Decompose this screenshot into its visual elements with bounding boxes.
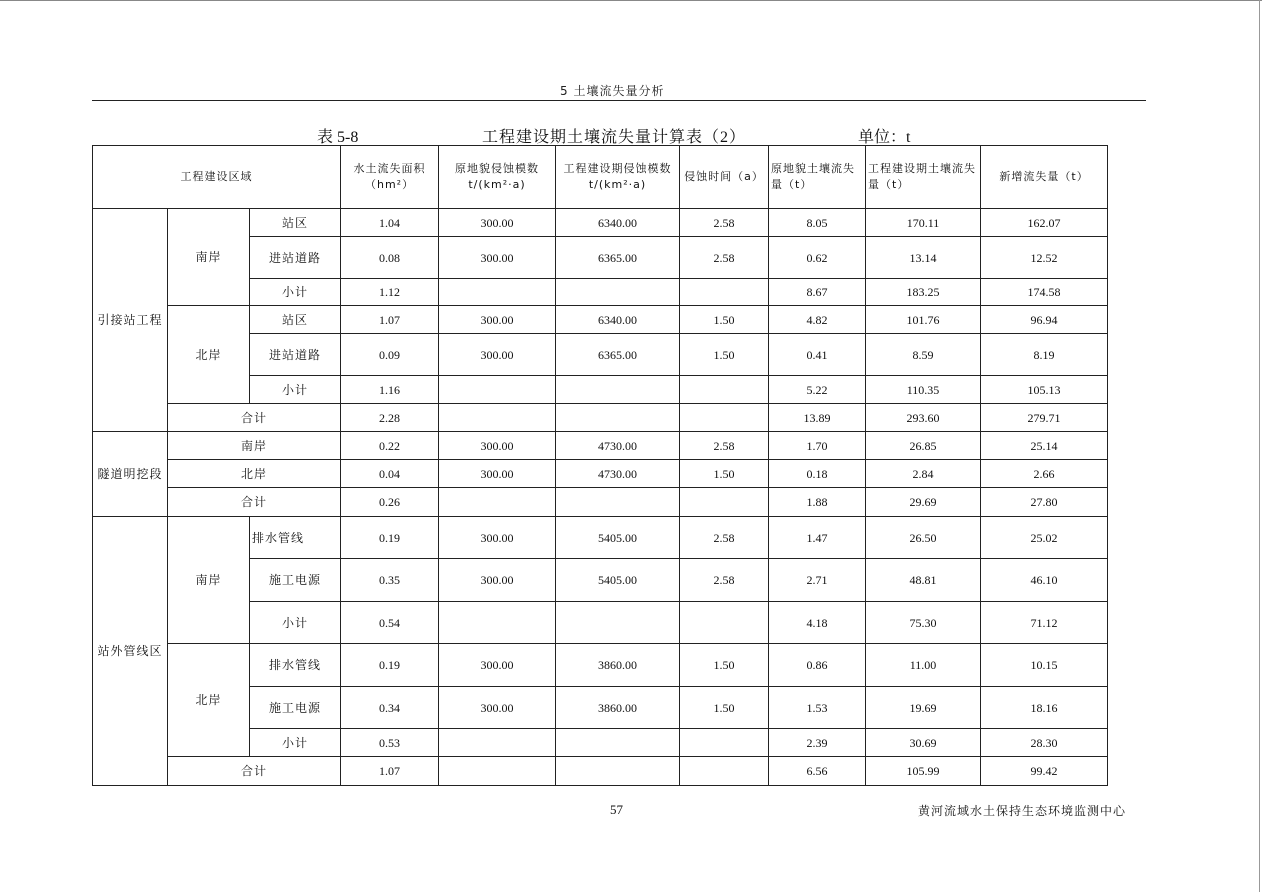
cell-time: 1.50	[680, 334, 769, 376]
cell-area: 0.19	[341, 644, 439, 687]
page-frame-right	[1259, 0, 1260, 892]
cell-area: 0.53	[341, 729, 439, 757]
cell-orig-loss: 4.18	[769, 602, 866, 644]
cell-time: 2.58	[680, 559, 769, 602]
cell-new-loss: 96.94	[981, 306, 1108, 334]
group-label: 站外管线区	[93, 517, 168, 786]
cell-time: 2.58	[680, 517, 769, 559]
cell-time: 2.58	[680, 432, 769, 460]
cell-cons-modulus: 6340.00	[556, 209, 680, 237]
cell-orig-loss: 0.41	[769, 334, 866, 376]
bank-label: 北岸	[168, 460, 341, 488]
table-row	[93, 209, 1108, 237]
cell-cons-loss: 8.59	[866, 334, 981, 376]
cell-orig-loss: 8.67	[769, 279, 866, 306]
cell-time: 1.50	[680, 644, 769, 687]
cell-new-loss: 28.30	[981, 729, 1108, 757]
cell-cons-loss: 30.69	[866, 729, 981, 757]
cell-area: 2.28	[341, 404, 439, 432]
cell-area: 0.09	[341, 334, 439, 376]
organization-footer: 黄河流域水土保持生态环境监测中心	[918, 804, 1127, 818]
cell-orig-loss: 6.56	[769, 757, 866, 786]
cell-area: 0.19	[341, 517, 439, 559]
cell-cons-modulus: 4730.00	[556, 460, 680, 488]
cell-time	[680, 376, 769, 404]
table-row	[93, 432, 1108, 460]
cell-area: 0.22	[341, 432, 439, 460]
cell-time: 1.50	[680, 460, 769, 488]
cell-time: 1.50	[680, 306, 769, 334]
cell-new-loss: 27.80	[981, 488, 1108, 517]
cell-orig-modulus	[439, 602, 556, 644]
cell-area: 1.07	[341, 757, 439, 786]
cell-new-loss: 25.14	[981, 432, 1108, 460]
header-cons-loss: 工程建设期土壤流失量（t）	[866, 146, 981, 209]
cell-new-loss: 2.66	[981, 460, 1108, 488]
cell-new-loss: 8.19	[981, 334, 1108, 376]
table-row	[93, 306, 1108, 334]
table-row	[93, 404, 1108, 432]
item-label: 小计	[250, 279, 341, 306]
cell-area: 0.08	[341, 237, 439, 279]
cell-new-loss: 18.16	[981, 687, 1108, 729]
cell-cons-modulus	[556, 279, 680, 306]
cell-orig-modulus	[439, 404, 556, 432]
cell-cons-modulus: 6365.00	[556, 237, 680, 279]
cell-cons-loss: 48.81	[866, 559, 981, 602]
total-label: 合计	[168, 404, 341, 432]
bank-label: 北岸	[168, 306, 250, 404]
cell-new-loss: 279.71	[981, 404, 1108, 432]
cell-orig-modulus: 300.00	[439, 237, 556, 279]
total-label: 合计	[168, 488, 341, 517]
header-orig-modulus: 原地貌侵蚀模数 t/(km²·a)	[439, 146, 556, 209]
cell-orig-loss: 1.53	[769, 687, 866, 729]
cell-orig-modulus: 300.00	[439, 460, 556, 488]
cell-orig-loss: 1.47	[769, 517, 866, 559]
table-row	[93, 517, 1108, 559]
cell-new-loss: 12.52	[981, 237, 1108, 279]
table-row	[93, 460, 1108, 488]
total-label: 合计	[168, 757, 341, 786]
item-label: 小计	[250, 376, 341, 404]
cell-orig-modulus: 300.00	[439, 432, 556, 460]
item-label: 施工电源	[250, 687, 341, 729]
table-unit: 单位：t	[858, 129, 911, 146]
cell-cons-loss: 26.85	[866, 432, 981, 460]
cell-cons-modulus: 3860.00	[556, 644, 680, 687]
cell-time: 2.58	[680, 237, 769, 279]
cell-orig-loss: 1.88	[769, 488, 866, 517]
cell-new-loss: 71.12	[981, 602, 1108, 644]
cell-cons-loss: 170.11	[866, 209, 981, 237]
item-label: 站区	[250, 306, 341, 334]
page-number: 57	[610, 802, 623, 817]
header-orig-loss: 原地貌土壤流失量（t）	[769, 146, 866, 209]
cell-orig-loss: 4.82	[769, 306, 866, 334]
cell-time: 2.58	[680, 209, 769, 237]
cell-orig-modulus	[439, 376, 556, 404]
cell-cons-modulus	[556, 376, 680, 404]
cell-time: 1.50	[680, 687, 769, 729]
bank-label: 南岸	[168, 209, 250, 306]
table-row	[93, 488, 1108, 517]
cell-time	[680, 488, 769, 517]
cell-new-loss: 46.10	[981, 559, 1108, 602]
header-new-loss: 新增流失量（t）	[981, 146, 1108, 209]
cell-cons-loss: 183.25	[866, 279, 981, 306]
soil-loss-table	[92, 145, 1108, 786]
cell-cons-loss: 11.00	[866, 644, 981, 687]
cell-new-loss: 25.02	[981, 517, 1108, 559]
cell-time	[680, 404, 769, 432]
table-row	[93, 757, 1108, 786]
cell-orig-loss: 0.86	[769, 644, 866, 687]
item-label: 站区	[250, 209, 341, 237]
cell-area: 0.26	[341, 488, 439, 517]
cell-cons-loss: 110.35	[866, 376, 981, 404]
header-row	[93, 146, 1108, 209]
cell-time	[680, 757, 769, 786]
group-label: 隧道明挖段	[93, 432, 168, 517]
cell-orig-modulus: 300.00	[439, 559, 556, 602]
cell-orig-modulus	[439, 488, 556, 517]
bank-label: 南岸	[168, 517, 250, 644]
cell-area: 1.12	[341, 279, 439, 306]
cell-area: 0.54	[341, 602, 439, 644]
cell-time	[680, 279, 769, 306]
cell-time	[680, 602, 769, 644]
cell-area: 1.07	[341, 306, 439, 334]
header-time: 侵蚀时间（a）	[680, 146, 769, 209]
cell-cons-loss: 101.76	[866, 306, 981, 334]
cell-orig-loss: 0.18	[769, 460, 866, 488]
cell-cons-modulus	[556, 729, 680, 757]
cell-orig-loss: 5.22	[769, 376, 866, 404]
cell-orig-loss: 2.39	[769, 729, 866, 757]
cell-area: 0.35	[341, 559, 439, 602]
page-frame-top	[0, 0, 1262, 1]
cell-new-loss: 105.13	[981, 376, 1108, 404]
cell-area: 1.16	[341, 376, 439, 404]
item-label: 施工电源	[250, 559, 341, 602]
cell-orig-modulus	[439, 729, 556, 757]
item-label: 进站道路	[250, 334, 341, 376]
cell-orig-modulus: 300.00	[439, 644, 556, 687]
cell-area: 0.04	[341, 460, 439, 488]
cell-cons-loss: 293.60	[866, 404, 981, 432]
cell-orig-loss: 1.70	[769, 432, 866, 460]
cell-cons-modulus: 3860.00	[556, 687, 680, 729]
cell-cons-loss: 105.99	[866, 757, 981, 786]
cell-orig-modulus: 300.00	[439, 517, 556, 559]
group-label: 引接站工程	[93, 209, 168, 432]
table-body	[93, 146, 1108, 786]
cell-cons-loss: 29.69	[866, 488, 981, 517]
table-number: 表 5-8	[317, 129, 359, 146]
cell-orig-modulus: 300.00	[439, 209, 556, 237]
header-region: 工程建设区域	[93, 146, 341, 209]
cell-cons-modulus: 5405.00	[556, 517, 680, 559]
cell-area: 1.04	[341, 209, 439, 237]
table-title: 工程建设期土壤流失量计算表（2）	[482, 129, 747, 146]
cell-cons-loss: 19.69	[866, 687, 981, 729]
cell-cons-modulus	[556, 488, 680, 517]
cell-orig-loss: 13.89	[769, 404, 866, 432]
item-label: 排水管线	[250, 517, 341, 559]
header-cons-modulus: 工程建设期侵蚀模数 t/(km²·a)	[556, 146, 680, 209]
cell-cons-modulus: 5405.00	[556, 559, 680, 602]
cell-cons-modulus: 6365.00	[556, 334, 680, 376]
item-label: 小计	[250, 602, 341, 644]
cell-cons-modulus: 4730.00	[556, 432, 680, 460]
item-label: 进站道路	[250, 237, 341, 279]
cell-orig-loss: 8.05	[769, 209, 866, 237]
cell-cons-loss: 2.84	[866, 460, 981, 488]
cell-orig-modulus	[439, 279, 556, 306]
cell-cons-loss: 26.50	[866, 517, 981, 559]
running-head: 5 土壤流失量分析	[560, 84, 665, 98]
cell-time	[680, 729, 769, 757]
cell-orig-loss: 2.71	[769, 559, 866, 602]
item-label: 排水管线	[250, 644, 341, 687]
cell-cons-modulus: 6340.00	[556, 306, 680, 334]
header-rule	[92, 100, 1146, 101]
cell-new-loss: 162.07	[981, 209, 1108, 237]
cell-orig-modulus	[439, 757, 556, 786]
cell-orig-loss: 0.62	[769, 237, 866, 279]
cell-new-loss: 99.42	[981, 757, 1108, 786]
cell-cons-loss: 75.30	[866, 602, 981, 644]
cell-orig-modulus: 300.00	[439, 306, 556, 334]
bank-label: 北岸	[168, 644, 250, 757]
cell-new-loss: 10.15	[981, 644, 1108, 687]
header-area: 水土流失面积（hm²）	[341, 146, 439, 209]
cell-cons-modulus	[556, 757, 680, 786]
cell-cons-loss: 13.14	[866, 237, 981, 279]
cell-orig-modulus: 300.00	[439, 687, 556, 729]
cell-cons-modulus	[556, 602, 680, 644]
cell-area: 0.34	[341, 687, 439, 729]
cell-orig-modulus: 300.00	[439, 334, 556, 376]
cell-new-loss: 174.58	[981, 279, 1108, 306]
table-row	[93, 644, 1108, 687]
cell-cons-modulus	[556, 404, 680, 432]
item-label: 小计	[250, 729, 341, 757]
bank-label: 南岸	[168, 432, 341, 460]
